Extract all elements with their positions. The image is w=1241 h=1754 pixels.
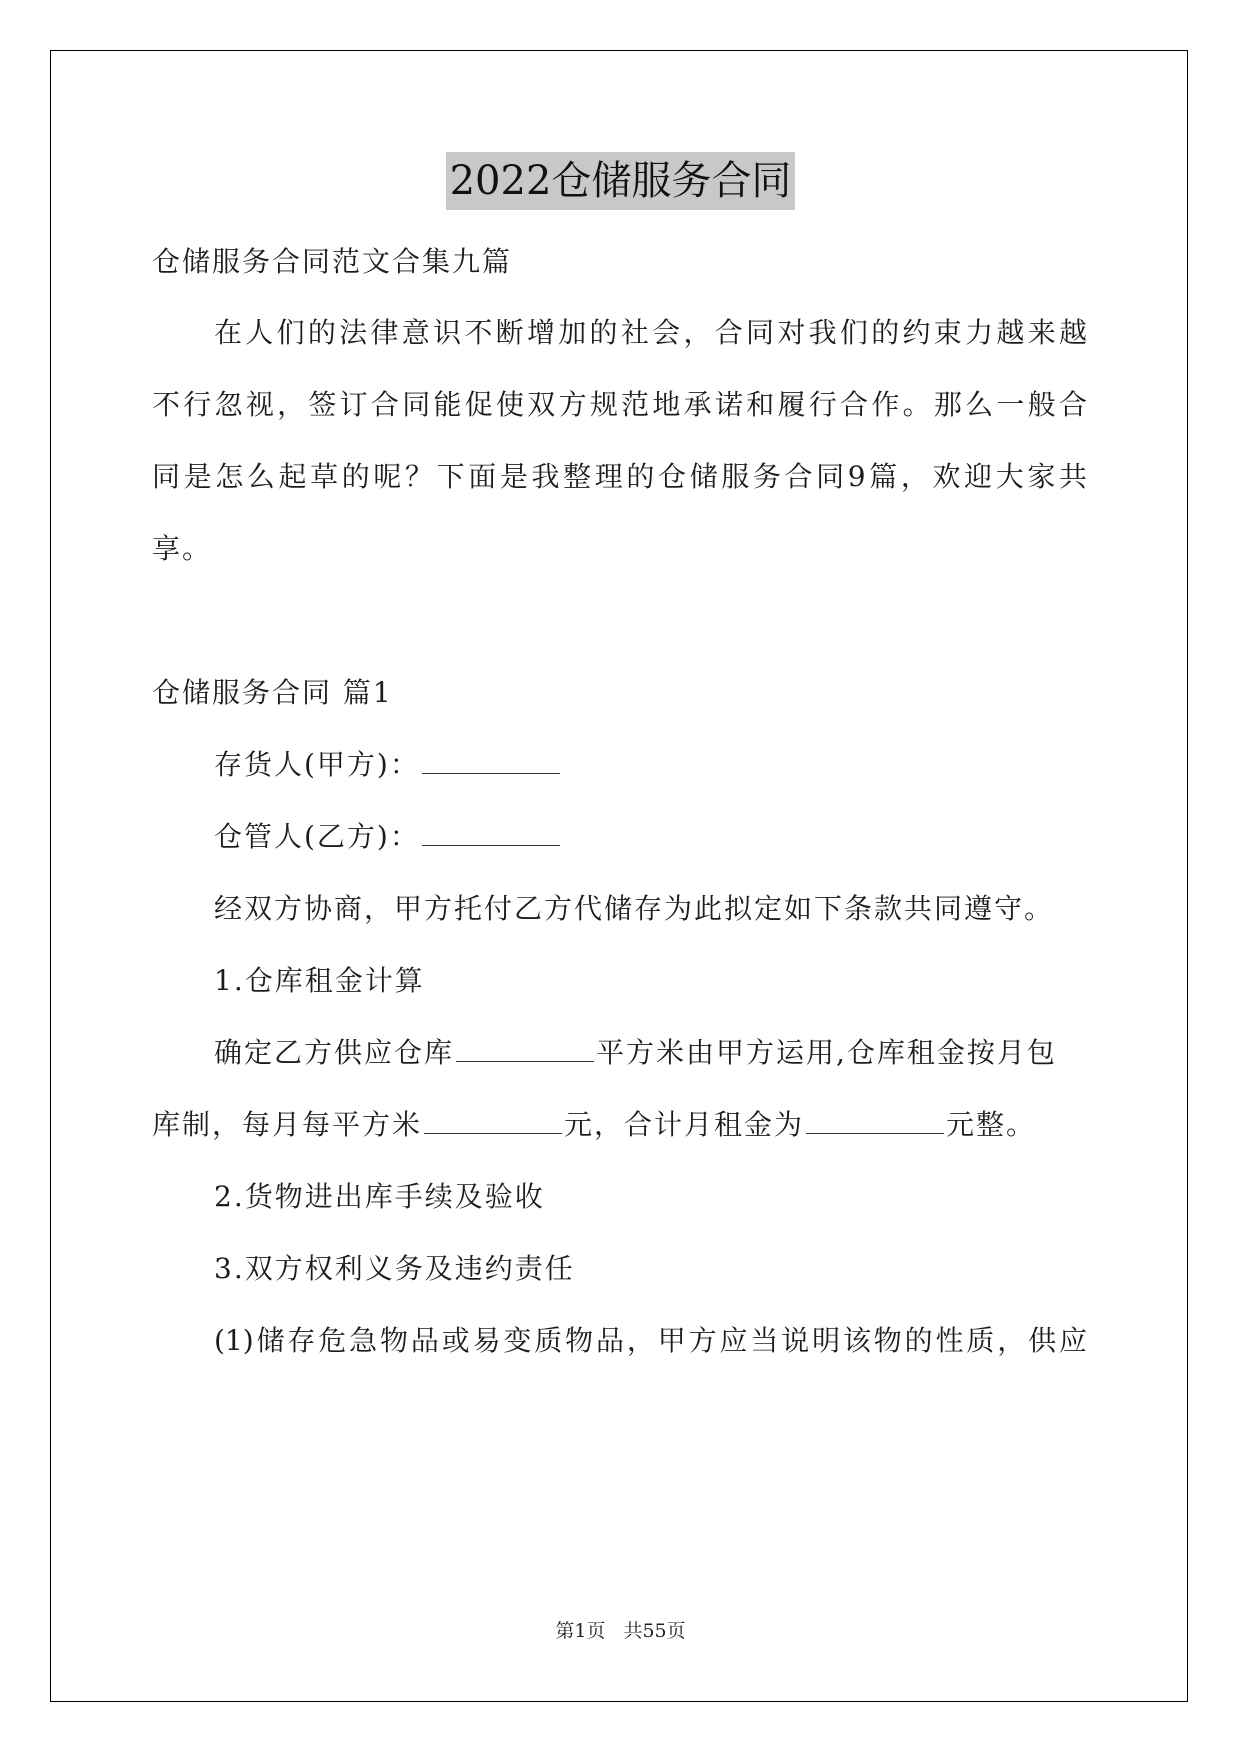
page-border — [50, 50, 1188, 1702]
clause-1-line-1 — [214, 1033, 1057, 1073]
page-total: 共55页 — [623, 1620, 686, 1642]
monthly-rent-blank — [806, 1105, 944, 1134]
clause-2-title: 2.货物进出库手续及验收 — [214, 1180, 545, 1213]
agreement-text: 经双方协商，甲方托付乙方代储存为此拟定如下条款共同遵守。 — [214, 892, 1055, 925]
intro-line-1: 在人们的法律意识不断增加的社会，合同对我们的约束力越来越 — [214, 316, 1087, 349]
clause-1-line-2-part-b: 元，合计月租金为 — [564, 1108, 805, 1141]
party-b-label: 仓管人(乙方)： — [214, 820, 420, 853]
intro-line-3: 同是怎么起草的呢？下面是我整理的仓储服务合同9篇，欢迎大家共 — [152, 460, 1087, 493]
clause-1-line-1-part-a: 确定乙方供应仓库 — [214, 1036, 455, 1069]
warehouse-area-blank — [456, 1033, 594, 1062]
clause-1-title: 1.仓库租金计算 — [214, 964, 425, 997]
document-title-wrap — [0, 152, 1241, 210]
party-a-blank — [422, 745, 560, 774]
party-a-label: 存货人(甲方)： — [214, 748, 420, 781]
page-number: 第1页 — [555, 1620, 606, 1642]
party-b-line — [214, 817, 562, 857]
document-title: 2022仓储服务合同 — [446, 152, 796, 210]
intro-line-4: 享。 — [152, 532, 213, 565]
clause-3-item-1: (1)储存危急物品或易变质物品，甲方应当说明该物的性质，供应 — [214, 1324, 1087, 1357]
intro-line-2: 不行忽视，签订合同能促使双方规范地承诺和履行合作。那么一般合 — [152, 388, 1087, 421]
page-footer — [0, 1616, 1241, 1643]
party-a-line — [214, 745, 562, 785]
clause-1-line-2-part-a: 库制，每月每平方米 — [152, 1108, 423, 1141]
section-heading: 仓储服务合同 篇1 — [152, 676, 393, 709]
unit-price-blank — [424, 1105, 562, 1134]
clause-1-line-1-part-b: 平方米由甲方运用,仓库租金按月包 — [596, 1036, 1057, 1069]
clause-1-line-2-part-c: 元整。 — [946, 1108, 1037, 1141]
party-b-blank — [422, 817, 560, 846]
clause-3-title: 3.双方权利义务及违约责任 — [214, 1252, 575, 1285]
clause-1-line-2 — [152, 1105, 1036, 1145]
document-subtitle: 仓储服务合同范文合集九篇 — [152, 245, 513, 278]
